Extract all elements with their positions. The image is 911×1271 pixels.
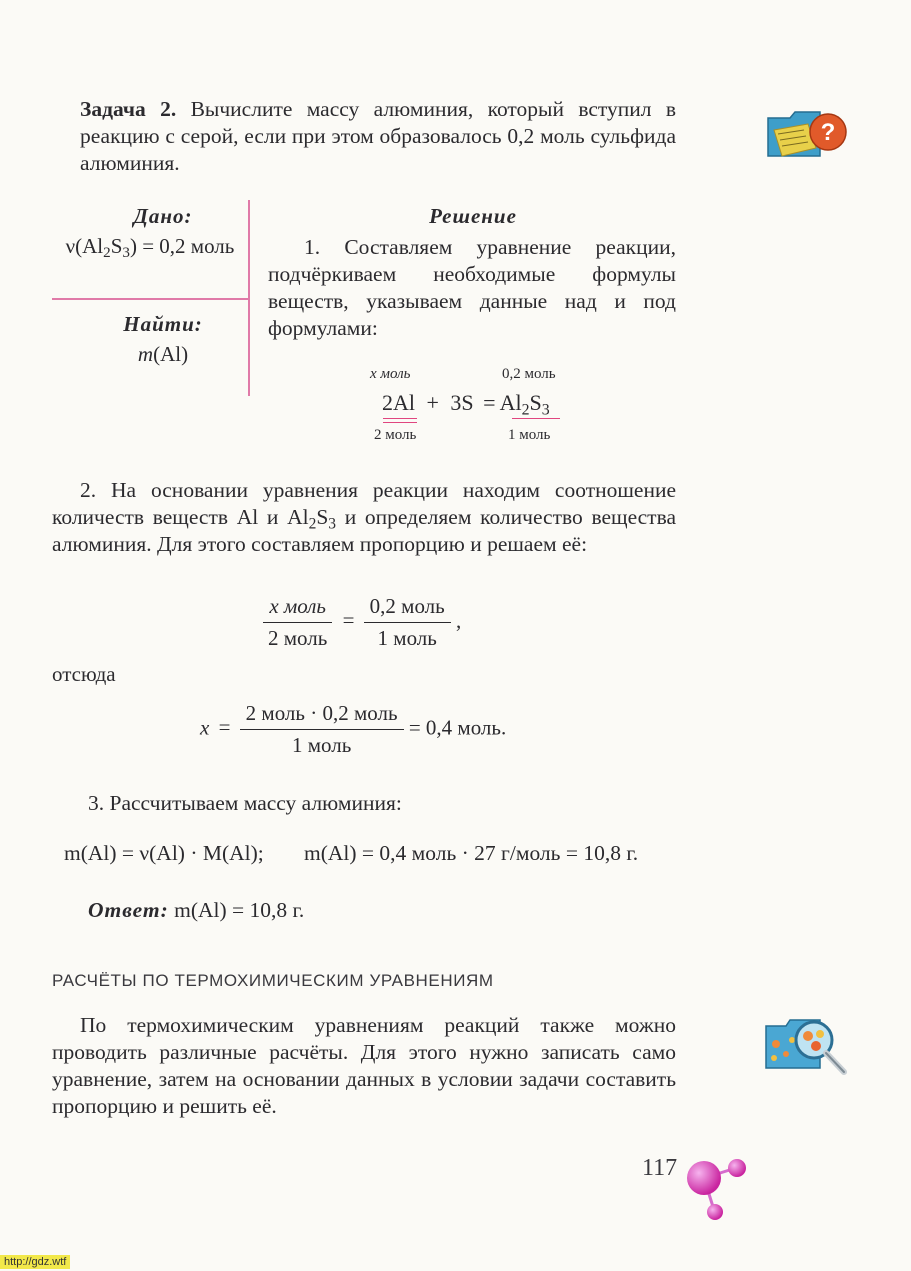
given-divider [52,298,248,300]
solution-step1: 1. Составляем уравнение реакции, подчёркиваем необходимые формулы веществ, указываем данные над и под формулами: [268,235,676,340]
task-label: Задача 2. [80,97,177,121]
eq-left-underline [383,418,417,419]
svg-text:?: ? [820,119,836,146]
solution-title: Решение [429,204,517,228]
eq-left-underline-2 [383,422,417,423]
molecule-decoration-icon [680,1150,760,1228]
answer: Ответ: m(Al) = 10,8 г. [88,898,305,922]
eq-right: $Al_2S_3$ [499,390,550,419]
magnifier-molecules-icon [762,1012,852,1082]
proportion-right: $\frac{\text{0,2 моль}}{\text{1 моль}}$ [364,594,451,651]
given-title: Дано: [133,204,193,228]
given-value: $\nu(Al_2S_3) = 0,2$ моль [65,234,235,262]
eq-above-right: 0,2 моль [502,366,556,382]
task-text: Вычислите массу алюминия, который вступил в реакцию с серой, если при этом образовалось 0,2 моль сульфида алюминия. [80,97,676,175]
task-statement [80,96,676,177]
solution-step3: 3. Рассчитываем массу алюминия: [88,791,402,815]
proportion-left: $\frac{\text{x моль}}{\text{2 моль}}$ [262,594,333,651]
eq-right-underline [512,418,560,419]
find-title: Найти: [123,312,203,336]
vertical-divider [248,200,250,396]
eq-below-right: 1 моль [508,427,551,443]
eq-above-left: x моль [370,366,411,382]
eq-left: 2Al [382,390,415,415]
find-value: m(Al) [137,342,189,366]
x-calculation: x = $\frac{\text{2 моль · 0,2 моль}}{\text{1 моль}}$ = 0,4 моль. [200,701,507,757]
watermark[interactable]: http://gdz.wtf [0,1255,70,1269]
section-text: По термохимическим уравнениям реакций также можно проводить различные расчёты. Для этого нужно записать само уравнение, затем на основании данных в условии задачи составить пропорцию и решить её. [52,1013,676,1118]
mass-calc: m(Al) = 0,4 моль · 27 г/моль = 10,8 г. [304,841,639,865]
solution-step2: 2. На основании уравнения реакции находим соотношение количеств веществ Al и $Al_2S_3$ и определяем количество вещества алюминия. Для этого составляем пропорцию и решаем её: [52,478,676,556]
mass-formula: m(Al) = ν(Al) · M(Al); [64,841,264,865]
x-fraction: $\frac{\text{2 моль · 0,2 моль}}{\text{1 моль}}$ [240,701,404,758]
reaction-equation: $2Al + 3S = Al_2S_3$ [382,390,550,419]
question-folder-icon [760,100,850,170]
page-number: 117 [642,1155,678,1181]
eq-below-left: 2 моль [374,427,417,443]
proportion: $\frac{\text{x моль}}{\text{2 моль}}$ = $\frac{\text{0,2 моль}}{\text{1 моль}}$ , [262,594,461,651]
hence-label: отсюда [52,662,116,686]
section-title: РАСЧЁТЫ ПО ТЕРМОХИМИЧЕСКИМ УРАВНЕНИЯМ [52,971,494,990]
